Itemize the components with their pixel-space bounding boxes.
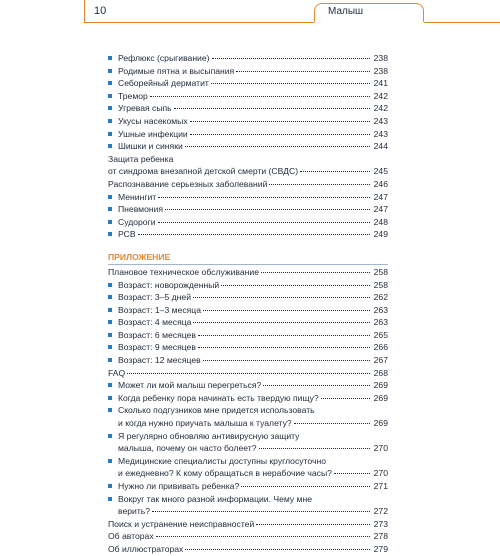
- toc-entry-label: Вокруг так много разной информации. Чему мне: [118, 493, 312, 504]
- toc-entry-label: Угревая сыпь: [118, 103, 172, 114]
- bullet-icon: [108, 358, 112, 362]
- toc-entry-page: 267: [373, 355, 388, 366]
- toc-entry[interactable]: [108, 65, 388, 78]
- toc-entry-page: 238: [373, 65, 388, 76]
- bullet-icon: [108, 484, 112, 488]
- bullet-icon: [108, 408, 112, 412]
- toc-entry-label: Возраст: 9 месяцев: [118, 342, 196, 353]
- toc-entry-page: 265: [373, 329, 388, 340]
- bullet-icon: [108, 383, 112, 387]
- toc-entry[interactable]: [108, 291, 388, 304]
- bullet-icon: [108, 220, 112, 224]
- toc-entry-label: Возраст: 12 месяцев: [118, 355, 201, 366]
- toc-entry-page: 243: [373, 128, 388, 139]
- toc-entry-page: 269: [373, 418, 388, 429]
- toc-entry[interactable]: [108, 329, 388, 342]
- book-title: Малыш: [328, 6, 364, 17]
- toc-entry-authors[interactable]: [108, 530, 388, 543]
- header-rule: [84, 22, 314, 23]
- bullet-icon: [108, 345, 112, 349]
- toc-entry[interactable]: [108, 442, 388, 455]
- toc-entry-page: 247: [373, 204, 388, 215]
- toc-entry-label: Возраст: 3–5 дней: [118, 292, 191, 303]
- toc-entry-page: 266: [373, 342, 388, 353]
- toc-entry-label: Судороги: [118, 216, 156, 227]
- toc-entry-page: 268: [373, 367, 388, 378]
- toc-entry-label: Об авторах: [108, 531, 154, 542]
- toc-entry[interactable]: [108, 140, 388, 153]
- toc-entry-page: 269: [373, 392, 388, 403]
- bullet-icon: [108, 94, 112, 98]
- bullet-icon: [108, 132, 112, 136]
- toc-entry-page: 273: [373, 518, 388, 529]
- toc-entry-label: Возраст: 1–3 месяца: [118, 304, 201, 315]
- toc-entry[interactable]: [108, 392, 388, 405]
- toc-entry-label: Об иллюстраторах: [108, 543, 184, 554]
- bullet-icon: [108, 144, 112, 148]
- toc-entry[interactable]: [108, 52, 388, 65]
- bullet-icon: [108, 396, 112, 400]
- toc-entry[interactable]: [108, 128, 388, 141]
- bullet-icon: [108, 106, 112, 110]
- toc-entry-label: РСВ: [118, 229, 136, 240]
- toc-entry[interactable]: [108, 467, 388, 480]
- toc-entry[interactable]: [108, 203, 388, 216]
- table-of-contents: [108, 52, 388, 556]
- toc-entry-page: 243: [373, 115, 388, 126]
- toc-entry-label: Поиск и устранение неисправностей: [108, 518, 255, 529]
- section-heading-appendix: ПРИЛОЖЕНИЕ: [108, 251, 171, 262]
- toc-entry-page: 248: [373, 216, 388, 227]
- header-divider-vertical: [84, 0, 85, 22]
- toc-entry[interactable]: [108, 341, 388, 354]
- toc-entry[interactable]: [108, 102, 388, 115]
- toc-entry[interactable]: [108, 480, 388, 493]
- toc-entry-label: от синдрома внезапной детской смерти (СВДС): [108, 166, 299, 177]
- toc-entry-label: Пневмония: [118, 204, 164, 215]
- toc-entry[interactable]: [108, 316, 388, 329]
- toc-entry-page: 245: [373, 166, 388, 177]
- toc-entry-label: Может ли мой малыш перегреться?: [118, 380, 262, 391]
- toc-entry-label: Сколько подгузников мне придется использовать: [118, 405, 315, 416]
- bullet-icon: [108, 232, 112, 236]
- toc-entry-page: 262: [373, 292, 388, 303]
- toc-entry[interactable]: [108, 77, 388, 90]
- toc-entry-faq[interactable]: [108, 367, 388, 380]
- toc-entry[interactable]: [108, 191, 388, 204]
- toc-entry-page: 279: [373, 543, 388, 554]
- toc-entry-label: Плановое техническое обслуживание: [108, 266, 259, 277]
- toc-entry-page: 263: [373, 304, 388, 315]
- bullet-icon: [108, 195, 112, 199]
- bullet-icon: [108, 295, 112, 299]
- toc-entry-label: Я регулярно обновляю антивирусную защиту: [118, 430, 300, 441]
- toc-entry[interactable]: [108, 279, 388, 292]
- toc-entry-line[interactable]: [108, 404, 388, 417]
- page-number: 10: [94, 5, 107, 17]
- toc-entry-label: FAQ: [108, 367, 126, 378]
- toc-entry-page: 241: [373, 78, 388, 89]
- bullet-icon: [108, 283, 112, 287]
- toc-entry-label: Менингит: [118, 191, 157, 202]
- toc-entry-maintenance[interactable]: [108, 266, 388, 279]
- bullet-icon: [108, 119, 112, 123]
- toc-entry-diseases[interactable]: [108, 178, 388, 191]
- toc-entry-label: Медицинские специалисты доступны круглосуточно: [118, 455, 326, 466]
- toc-entry-page: 247: [373, 191, 388, 202]
- toc-entry-label: и когда нужно приучать малыша к туалету?: [118, 418, 292, 429]
- toc-entry[interactable]: [108, 228, 388, 241]
- bullet-icon: [108, 459, 112, 463]
- toc-entry-label: Когда ребенку пора начинать есть твердую пищу?: [118, 392, 319, 403]
- bullet-icon: [108, 333, 112, 337]
- toc-entry-label: и ежедневно? К кому обращаться в нерабочие часы?: [118, 468, 332, 479]
- toc-entry-label: Родимые пятна и высыпания: [118, 65, 235, 76]
- toc-entry-label: Укусы насекомых: [118, 115, 188, 126]
- toc-entry-page: 238: [373, 53, 388, 63]
- toc-entry-page: 270: [373, 468, 388, 479]
- toc-entry-illustrators[interactable]: [108, 543, 388, 556]
- toc-entry-page: 271: [373, 481, 388, 491]
- bullet-icon: [108, 81, 112, 85]
- toc-entry-label: Возраст: 4 месяца: [118, 317, 192, 328]
- toc-entry-page: 249: [373, 229, 388, 240]
- section-rule: [108, 264, 388, 265]
- toc-entry[interactable]: [108, 115, 388, 128]
- toc-entry-label: Распознавание серьезных заболеваний: [108, 178, 268, 189]
- toc-entry[interactable]: [108, 379, 388, 392]
- toc-entry[interactable]: [108, 90, 388, 103]
- toc-entry-page: 263: [373, 317, 388, 328]
- toc-entry-page: 242: [373, 90, 388, 101]
- toc-entry-sids[interactable]: [108, 165, 388, 178]
- toc-entry-sids-line1[interactable]: Защита ребенка: [108, 153, 174, 164]
- page-header: [0, 0, 500, 24]
- header-rule-right: [424, 22, 500, 23]
- toc-entry-label: Рефлюкс (срыгивание): [118, 53, 210, 63]
- toc-entry-line[interactable]: [108, 493, 388, 506]
- toc-entry-line[interactable]: [108, 430, 388, 443]
- toc-entry-label: Тремор: [118, 90, 148, 101]
- toc-entry-page: 244: [373, 141, 388, 152]
- toc-entry[interactable]: [108, 417, 388, 430]
- toc-entry-page: 258: [373, 279, 388, 290]
- toc-entry-label: Нужно ли прививать ребенка?: [118, 481, 240, 491]
- bullet-icon: [108, 434, 112, 438]
- bullet-icon: [108, 56, 112, 60]
- toc-entry-page: 258: [373, 266, 388, 277]
- bullet-icon: [108, 69, 112, 73]
- toc-entry-label: Ушные инфекции: [118, 128, 188, 139]
- toc-entry-label: верить?: [118, 506, 151, 517]
- toc-entry-troubleshooting[interactable]: [108, 518, 388, 531]
- toc-entry-page: 242: [373, 103, 388, 114]
- toc-entry-page: 246: [373, 178, 388, 189]
- toc-entry-line[interactable]: [108, 455, 388, 468]
- toc-entry-label: Возраст: новорожденный: [118, 279, 220, 290]
- toc-entry-page: 269: [373, 380, 388, 391]
- toc-entry-page: 278: [373, 531, 388, 542]
- toc-entry[interactable]: [108, 354, 388, 367]
- bullet-icon: [108, 320, 112, 324]
- toc-entry-page: 270: [373, 443, 388, 454]
- toc-entry-label: малыша, почему он часто болеет?: [118, 443, 257, 454]
- toc-entry-page: 272: [373, 506, 388, 517]
- toc-entry[interactable]: [108, 216, 388, 229]
- bullet-icon: [108, 308, 112, 312]
- toc-entry-label: Шишки и синяки: [118, 141, 183, 152]
- toc-entry-label: Возраст: 6 месяцев: [118, 329, 196, 340]
- toc-entry[interactable]: [108, 304, 388, 317]
- toc-entry-label: Себорейный дерматит: [118, 78, 209, 89]
- toc-entry[interactable]: [108, 505, 388, 518]
- bullet-icon: [108, 207, 112, 211]
